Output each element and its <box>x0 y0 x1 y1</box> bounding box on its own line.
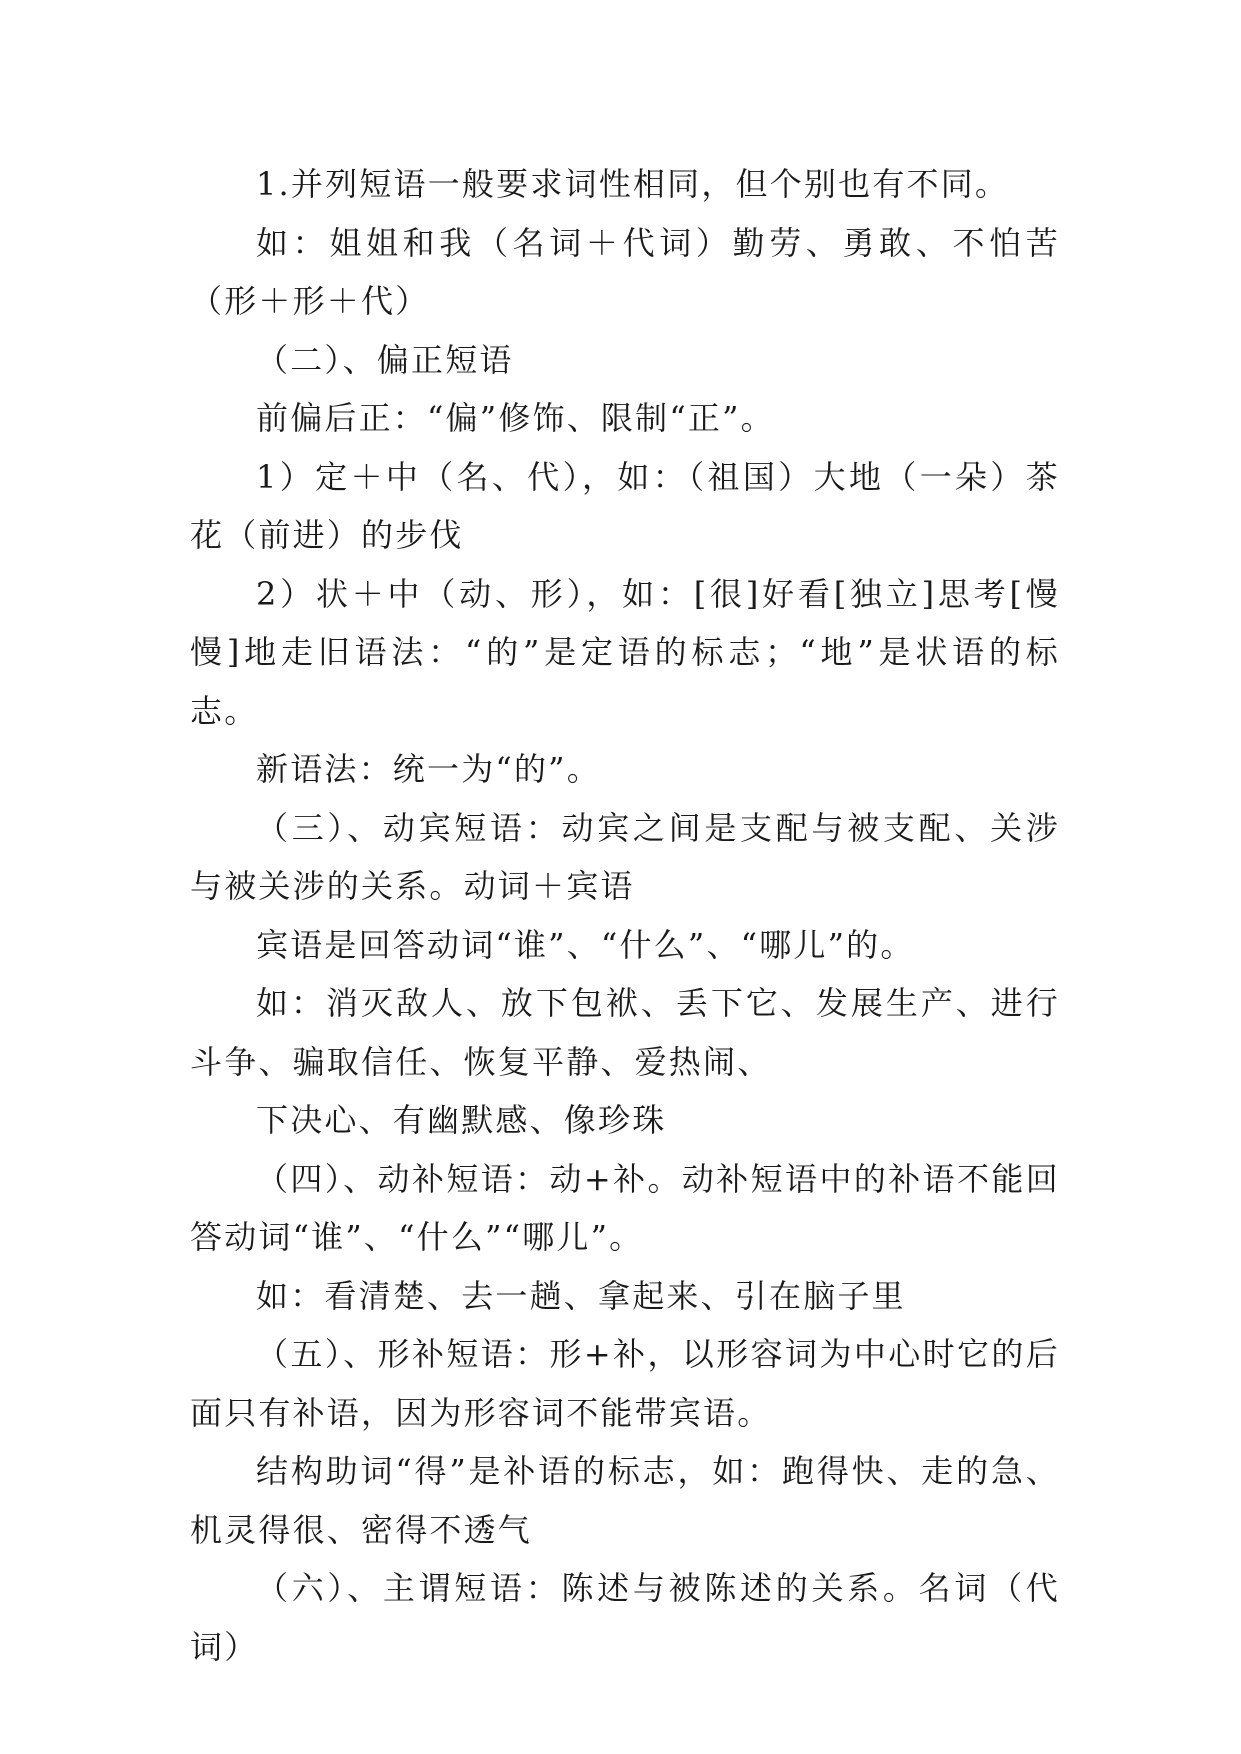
paragraph-2: 如：姐姐和我（名词＋代词）勤劳、勇敢、不怕苦（形＋形＋代） <box>190 223 1060 320</box>
paragraph-16: （六）、主谓短语：陈述与被陈述的关系。名词（代词） <box>190 1569 1060 1666</box>
paragraph-12: （四）、动补短语：动+补。动补短语中的补语不能回答动词“谁”、“什么”“哪儿”。 <box>190 1159 1060 1256</box>
paragraph-3: （二）、偏正短语 <box>256 340 514 379</box>
paragraph-4: 前偏后正：“偏”修饰、限制“正”。 <box>256 399 775 437</box>
paragraph-14: （五）、形补短语：形+补，以形容词为中心时它的后面只有补语，因为形容词不能带宾语。 <box>190 1335 1060 1432</box>
document-body <box>190 155 1060 1676</box>
paragraph-11: 下决心、有幽默感、像珍珠 <box>256 1101 667 1139</box>
paragraph-6: 2）状＋中（动、形），如：[很]好看[独立]思考[慢慢]地走旧语法：“的”是定语的标志；“地”是状语的标志。 <box>190 574 1060 730</box>
paragraph-15: 结构助词“得”是补语的标志，如：跑得快、走的急、机灵得很、密得不透气 <box>190 1452 1060 1549</box>
paragraph-7: 新语法：统一为“的”。 <box>256 750 601 788</box>
paragraph-13: 如：看清楚、去一趟、拿起来、引在脑子里 <box>256 1276 906 1315</box>
paragraph-10: 如：消灭敌人、放下包袱、丢下它、发展生产、进行斗争、骗取信任、恢复平静、爱热闹、 <box>190 984 1060 1081</box>
paragraph-1: 1.并列短语一般要求词性相同，但个别也有不同。 <box>256 165 1010 203</box>
paragraph-5: 1）定＋中（名、代），如：（祖国）大地（一朵）茶花（前进）的步伐 <box>190 457 1060 554</box>
paragraph-9: 宾语是回答动词“谁”、“什么”、“哪儿”的。 <box>256 925 915 964</box>
paragraph-8: （三）、动宾短语：动宾之间是支配与被支配、关涉与被关涉的关系。动词＋宾语 <box>190 808 1060 905</box>
